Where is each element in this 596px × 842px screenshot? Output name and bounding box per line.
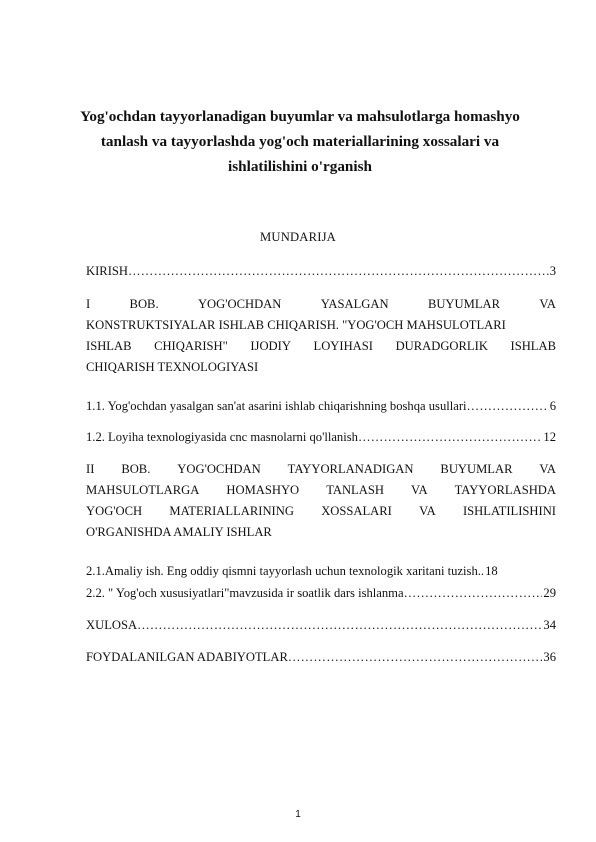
- toc-entry-xulosa: [86, 615, 556, 636]
- toc-leader: [128, 261, 549, 282]
- toc-leader: [137, 615, 542, 636]
- toc-entry-kirish: [86, 261, 556, 282]
- toc-word: II: [86, 462, 95, 476]
- toc-line: KONSTRUKTSIYALAR ISHLAB CHIQARISH. "YOG'OCH MAHSULOTLARI: [86, 318, 506, 332]
- toc-entry-1-2: [86, 427, 556, 448]
- toc-word: DURADGORLIK: [395, 339, 488, 353]
- toc-word: LOYIHASI: [313, 339, 373, 353]
- toc-label: 2.1.Amaliy ish. Eng oddiy qismni tayyorlash uchun texnologik xaritani tuzish..: [86, 564, 485, 578]
- toc-label: FOYDALANILGAN ADABIYOTLAR: [86, 650, 288, 664]
- toc-page-number: 6: [549, 399, 556, 413]
- toc-word: VA: [539, 297, 556, 311]
- toc-entry-bob-1: [86, 294, 556, 378]
- toc-word: ISHLAB: [510, 339, 556, 353]
- toc-leader: [404, 583, 543, 604]
- toc-word: YOG'OCHDAN: [197, 297, 282, 311]
- toc-page-number: 36: [543, 650, 556, 664]
- toc-label: KIRISH: [86, 264, 128, 278]
- toc-word: MATERIALLARINING: [169, 504, 294, 518]
- toc-word: XOSSALARI: [321, 504, 392, 518]
- toc-word: TAYYORLASHDA: [454, 483, 556, 497]
- toc-word: VA: [410, 483, 428, 497]
- toc-word: IJODIY: [250, 339, 291, 353]
- toc-entry-1-1: [86, 396, 556, 417]
- toc-justified-line: [86, 294, 556, 315]
- toc-justified-line: [86, 336, 556, 357]
- toc-word: TANLASH: [326, 483, 384, 497]
- toc-label: XULOSA: [86, 618, 138, 632]
- toc-entry-adabiyotlar: [86, 647, 556, 668]
- toc-word: ISHLATILISHINI: [462, 504, 556, 518]
- toc-word: TAYYORLANADIGAN: [287, 462, 414, 476]
- title-line-3: ishlatilishini o'rganish: [228, 158, 372, 175]
- toc-word: YASALGAN: [320, 297, 389, 311]
- toc-word: ISHLAB: [86, 339, 132, 353]
- toc-page-number: 12: [543, 430, 556, 444]
- toc-page-number: 29: [543, 586, 556, 600]
- contents-heading: MUNDARIJA: [260, 230, 336, 244]
- toc-word: VA: [419, 504, 436, 518]
- toc-label: 2.2. " Yog'och xususiyatlari"mavzusida ir soatlik dars ishlanma: [86, 586, 404, 600]
- toc-justified-line: [86, 480, 556, 501]
- toc-word: BUYUMLAR: [440, 462, 513, 476]
- toc-justified-line: [86, 459, 556, 480]
- toc-entry-2-2: [86, 583, 556, 604]
- toc-line: O'RGANISHDA AMALIY ISHLAR: [86, 525, 272, 539]
- document-title: [80, 104, 520, 179]
- title-line-2: tanlash va tayyorlashda yog'och materiallarining xossalari va: [100, 133, 500, 150]
- toc-label: 1.1. Yog'ochdan yasalgan san'at asarini ishlab chiqarishning boshqa usullari: [86, 399, 467, 413]
- toc-entry-2-1: [86, 561, 556, 582]
- toc-word: I: [86, 297, 91, 311]
- toc-word: BOB.: [121, 462, 151, 476]
- toc-word: VA: [539, 462, 556, 476]
- toc-leader: [288, 647, 543, 668]
- toc-word: MAHSULOTLARGA: [86, 483, 200, 497]
- toc-label: 1.2. Loyiha texnologiyasida cnc masnolarni qo'llanish: [86, 430, 358, 444]
- toc-justified-line: [86, 501, 556, 522]
- toc-page-number: 3: [549, 264, 556, 278]
- toc-leader: [358, 427, 542, 448]
- toc-line: CHIQARISH TEXNOLOGIYASI: [86, 360, 259, 374]
- toc-page-number: 34: [543, 618, 556, 632]
- title-line-1: Yog'ochdan tayyorlanadigan buyumlar va mahsulotlarga homashyo: [80, 108, 520, 125]
- toc-page-number: 18: [485, 564, 498, 578]
- toc-word: BUYUMLAR: [427, 297, 501, 311]
- page-number: 1: [295, 809, 301, 820]
- toc-word: BOB.: [129, 297, 159, 311]
- toc-word: CHIQARISH": [154, 339, 228, 353]
- toc-entry-bob-2: [86, 459, 556, 543]
- toc-word: YOG'OCH: [86, 504, 143, 518]
- toc-word: YOG'OCHDAN: [177, 462, 261, 476]
- toc-word: HOMASHYO: [226, 483, 300, 497]
- toc-leader: [467, 396, 549, 417]
